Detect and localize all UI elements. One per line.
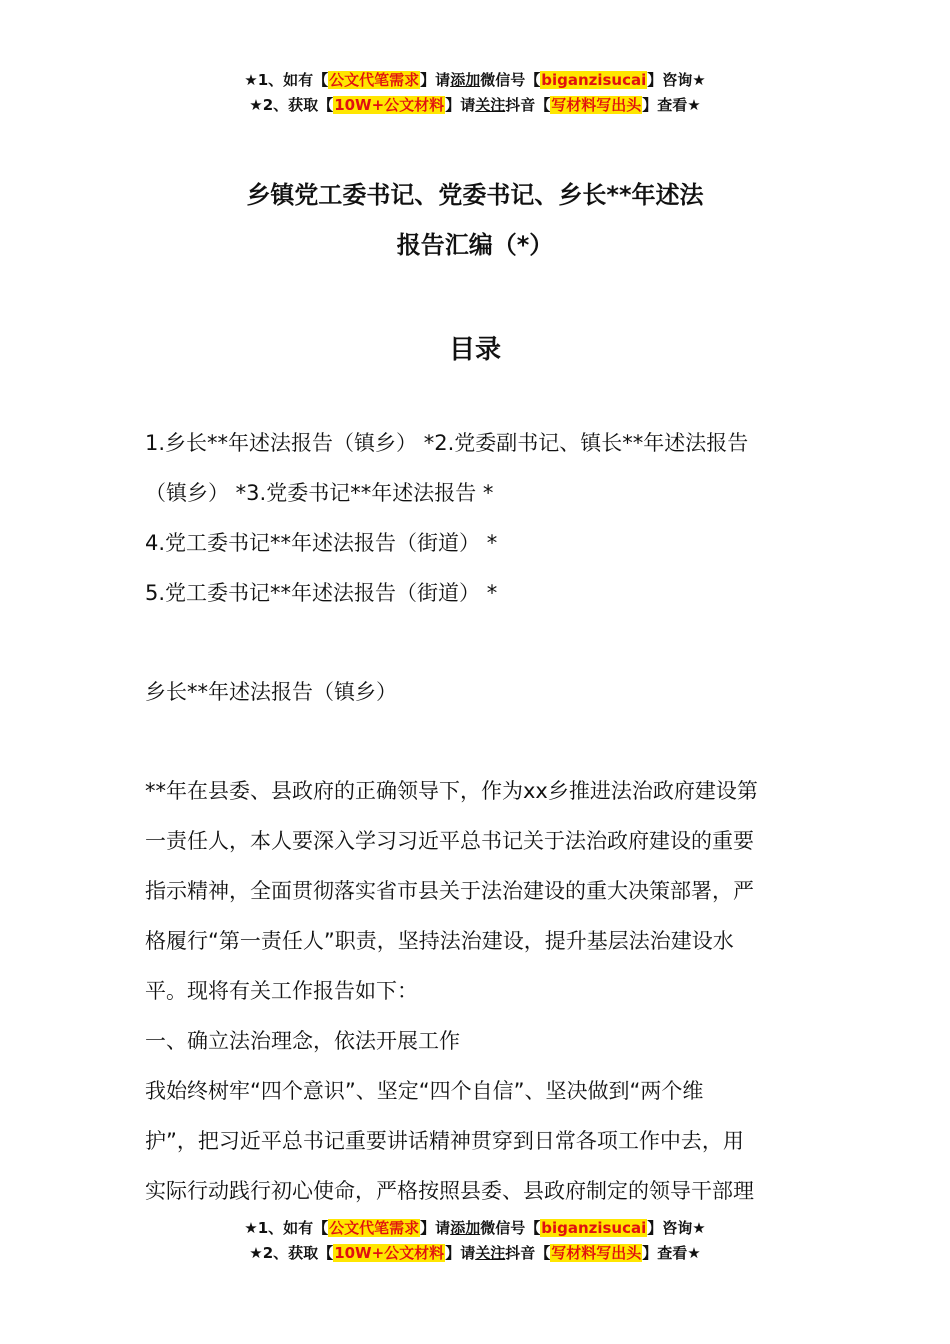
body-line: 护”，把习近平总书记重要讲话精神贯穿到日常各项工作中去，用 <box>145 1129 744 1153</box>
document-title-line-2: 报告汇编（*） <box>396 231 554 259</box>
highlight-materials: 10W+公文材料 <box>334 1244 445 1262</box>
body-line: **年在县委、县政府的正确领导下，作为xx乡推进法治政府建设第 <box>145 779 758 803</box>
toc-heading: 目录 <box>448 335 501 365</box>
document-title-line-1: 乡镇党工委书记、党委书记、乡长**年述法 <box>246 181 704 209</box>
body-line: 指示精神，全面贯彻落实省市县关于法治建设的重大决策部署，严 <box>145 879 754 903</box>
body-line: 一责任人，本人要深入学习习近平总书记关于法治政府建设的重要 <box>145 829 754 853</box>
toc-line: 1.乡长**年述法报告（镇乡） *2.党委副书记、镇长**年述法报告 <box>145 431 749 455</box>
bottom-banner-line-1: ★1、如有【公文代笔需求】请添加微信号【biganzisucai】咨询★ <box>244 1219 706 1237</box>
highlight-writing-service: 公文代笔需求 <box>329 71 420 89</box>
highlight-writing-service: 公文代笔需求 <box>329 1219 420 1237</box>
highlight-douyin-account: 写材料写出头 <box>551 96 642 114</box>
highlight-wechat-id: biganzisucai <box>541 71 647 89</box>
top-banner-line-2: ★2、获取【10W+公文材料】请关注抖音【写材料写出头】查看★ <box>249 96 701 114</box>
section-title: 乡长**年述法报告（镇乡） <box>145 680 397 704</box>
body-heading: 一、确立法治理念，依法开展工作 <box>145 1029 460 1053</box>
body-line: 实际行动践行初心使命，严格按照县委、县政府制定的领导干部理 <box>145 1179 754 1203</box>
toc-line: 4.党工委书记**年述法报告（街道） * <box>145 531 498 555</box>
highlight-materials: 10W+公文材料 <box>334 96 445 114</box>
bottom-banner-line-2: ★2、获取【10W+公文材料】请关注抖音【写材料写出头】查看★ <box>249 1244 701 1262</box>
toc-line: （镇乡） *3.党委书记**年述法报告 * <box>145 481 494 505</box>
toc-line: 5.党工委书记**年述法报告（街道） * <box>145 581 498 605</box>
body-line: 我始终树牢“四个意识”、坚定“四个自信”、坚决做到“两个维 <box>145 1079 704 1103</box>
top-banner-line-1: ★1、如有【公文代笔需求】请添加微信号【biganzisucai】咨询★ <box>244 71 706 89</box>
body-line: 格履行“第一责任人”职责，坚持法治建设，提升基层法治建设水 <box>145 929 734 953</box>
body-line: 平。现将有关工作报告如下： <box>145 979 418 1003</box>
highlight-douyin-account: 写材料写出头 <box>551 1244 642 1262</box>
highlight-wechat-id: biganzisucai <box>541 1219 647 1237</box>
